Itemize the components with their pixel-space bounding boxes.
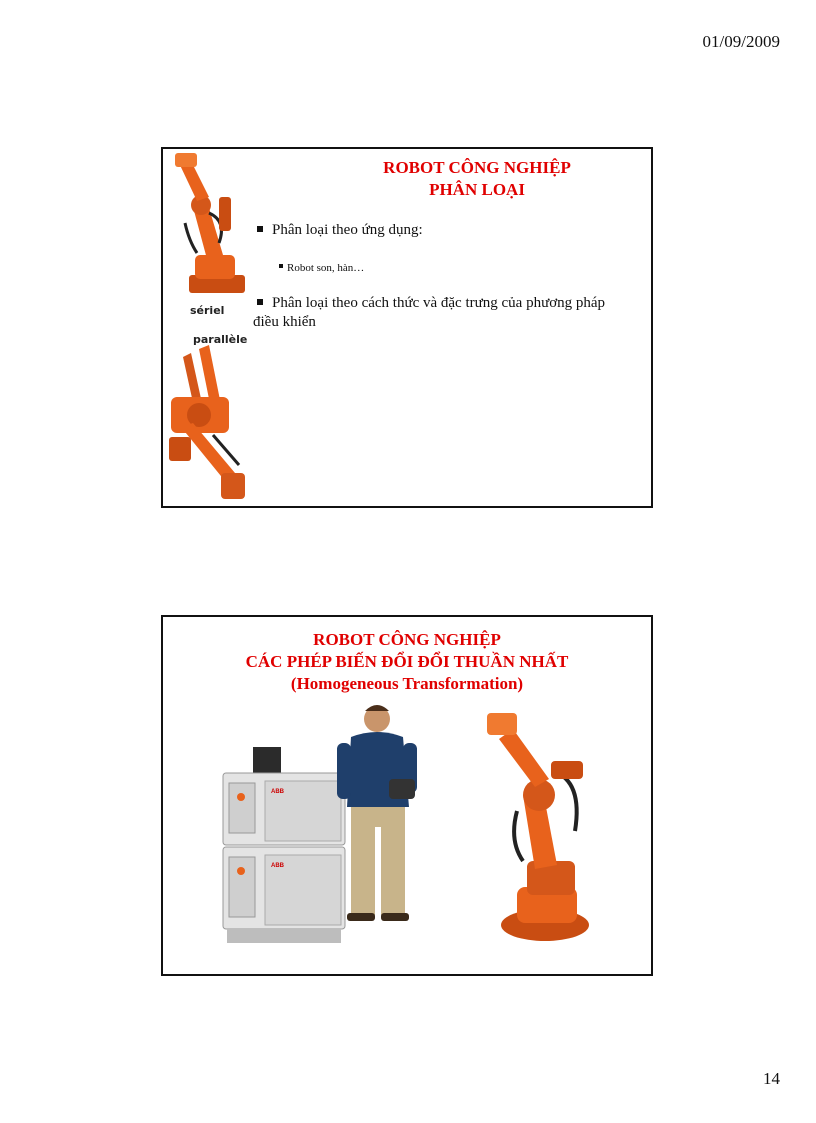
engineer-with-pendant-image <box>333 703 423 933</box>
bullet-square-icon <box>257 299 263 305</box>
slide2-title-line3: (Homogeneous Transformation) <box>290 674 524 693</box>
slide1-title-line2: PHÂN LOẠI <box>429 180 525 199</box>
industrial-robot-image <box>483 711 603 947</box>
controller-cabinet-image <box>221 735 351 947</box>
slide-homogeneous-transformation <box>161 615 653 976</box>
serial-robot-image <box>167 151 249 299</box>
slide-classification <box>161 147 653 508</box>
parallel-robot-image <box>165 345 251 505</box>
slide2-title-line2: CÁC PHÉP BIẾN ĐỔI ĐỔI THUẦN NHẤT <box>245 652 569 671</box>
slide1-title-line1: ROBOT CÔNG NGHIỆP <box>383 158 571 177</box>
slide2-title <box>163 629 651 695</box>
bullet-square-icon <box>279 264 283 268</box>
bullet-control-method: Phân loại theo cách thức và đặc trưng của phương pháp điều khiển <box>253 295 606 330</box>
page-number: 14 <box>763 1069 780 1088</box>
slide2-title-line1: ROBOT CÔNG NGHIỆP <box>313 630 501 649</box>
slide1-title <box>313 157 641 201</box>
label-serial: sériel <box>190 304 225 317</box>
bullet-application: Phân loại theo ứng dụng: <box>257 221 423 240</box>
bullet-square-icon <box>257 226 263 232</box>
cabinet-brand-bottom: ABB <box>271 863 284 869</box>
label-parallel: parallèle <box>193 333 248 346</box>
page-date: 01/09/2009 <box>702 32 780 51</box>
sub-bullet-paint-weld: Robot son, hàn… <box>279 259 364 278</box>
cabinet-brand-top: ABB <box>271 789 284 795</box>
